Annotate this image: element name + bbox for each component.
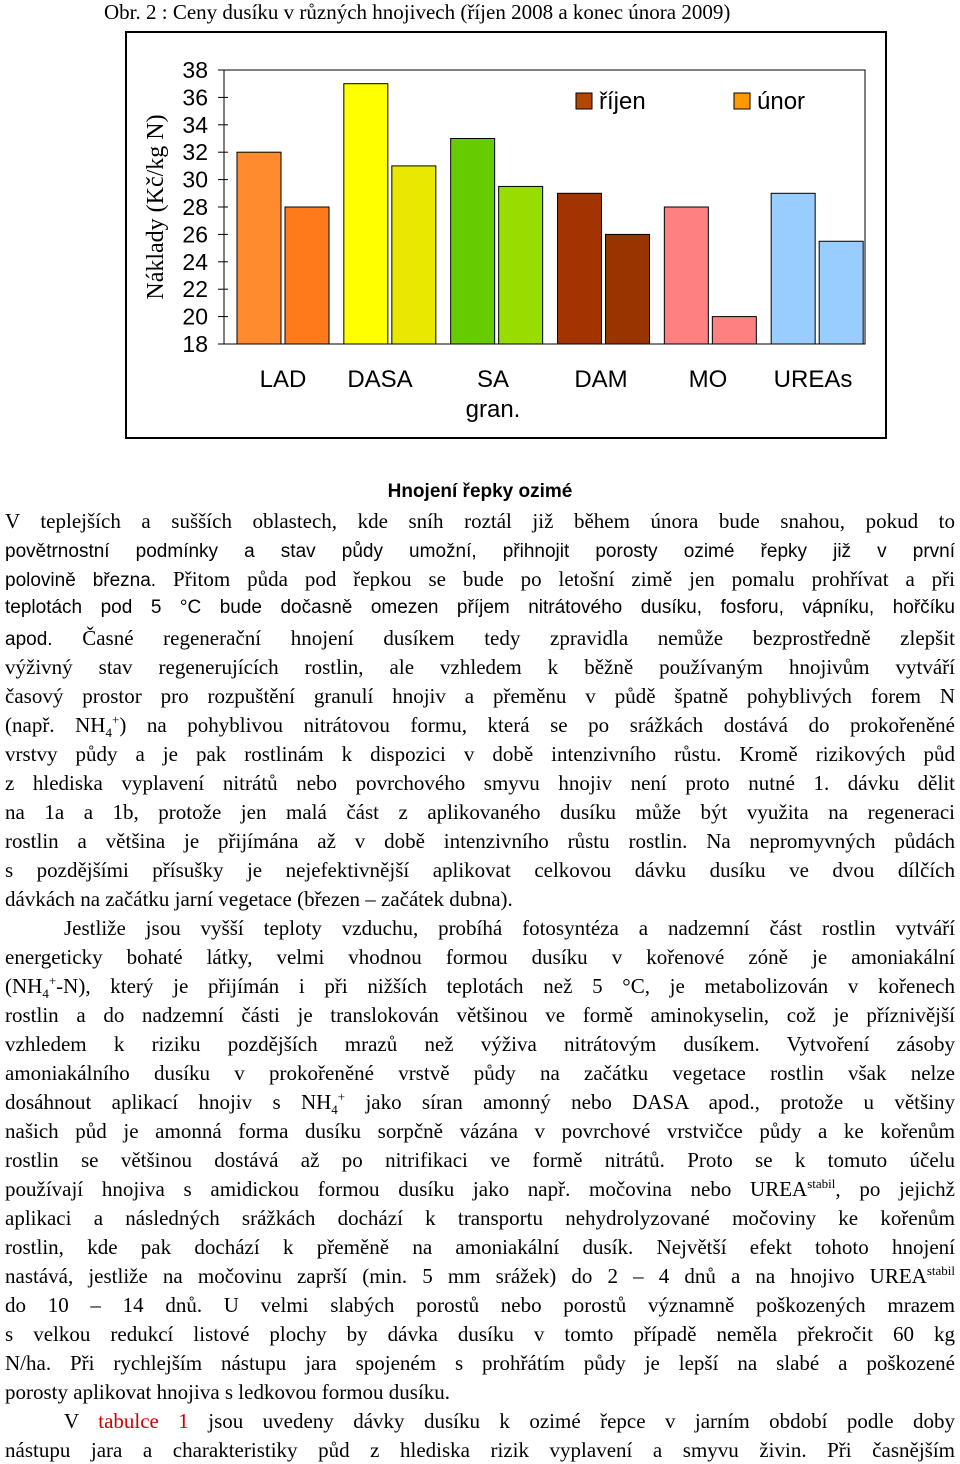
- y-tick-label: 30: [182, 166, 208, 193]
- figure-caption: Obr. 2 : Ceny dusíku v různých hnojivech (říjen 2008 a konec února 2009): [104, 0, 731, 24]
- text-line: [5, 1177, 955, 1202]
- text-line: porosty aplikovat hnojiva s ledkovou formou dusíku.: [5, 1380, 451, 1404]
- bar-rijen: [664, 207, 708, 344]
- text-line: časový prostor pro rozpuštění granulí hnojiv a přeměnu v půdě špatně pohyblivých forem N: [5, 684, 955, 708]
- superscript: stabil: [926, 1263, 955, 1278]
- text-line: na 1a a 1b, protože jen malá část z aplikovaného dusíku může být využita na regeneraci: [5, 800, 955, 824]
- text-line: [5, 712, 955, 741]
- text-line: [5, 1264, 955, 1289]
- text-line: nástupu jara a charakteristiky půd z hlediska rizik vyplavení a smyvu živin. Při časnějším: [5, 1438, 955, 1462]
- text-span: jako síran amonný nebo DASA apod., protože u většiny: [345, 1090, 955, 1114]
- text-line: rostlin a většina je přijímána až v době intenzivního růstu rostlin. Na nepromyvných půdách: [5, 829, 955, 853]
- y-tick-label: 22: [182, 276, 208, 303]
- text-line: rostlin se většinou dostává až po nitrifikaci ve formě nitrátů. Proto se k tomuto účelu: [5, 1148, 955, 1172]
- bar-rijen: [344, 84, 388, 344]
- text-line: z hlediska vyplavení nitrátů nebo povrchového smyvu hnojiv není proto nutné 1. dávku dělit: [5, 771, 955, 795]
- y-axis-label: Náklady (Kč/kg N): [143, 114, 169, 300]
- y-tick-label: 24: [182, 248, 208, 275]
- y-tick-label: 38: [182, 57, 208, 83]
- legend-swatch: [576, 93, 592, 109]
- text-span: nastává, jestliže na močovinu zaprší (min. 5 mm srážek) do 2 – 4 dnů a na hnojivo UREA: [5, 1264, 927, 1288]
- x-tick-label: SA gran.: [465, 366, 521, 423]
- subscript: 4: [42, 986, 49, 1002]
- text-span: ) na pohyblivou nitrátovou formu, která se po srážkách dostává do prokořeněné: [119, 713, 955, 737]
- text-span: apod.: [5, 629, 53, 650]
- bar-unor: [285, 207, 329, 344]
- bar-unor: [712, 317, 756, 344]
- text-span: -N), který je přijímán i při nižších teplotách než 5 °C, je metabolizován v kořenech: [56, 974, 955, 998]
- text-line: s velkou redukcí listové plochy by dávka dusíku v tomto případě neměla překročit 60 kg: [5, 1322, 955, 1346]
- text-line: aplikaci a následných srážkách dochází k transportu nehydrolyzované močoviny ke kořenům: [5, 1206, 955, 1230]
- text-line: teplotách pod 5 °C bude dočasně omezen příjem nitrátového dusíku, fosforu, vápníku, hořčíku: [5, 597, 955, 618]
- y-tick-label: 34: [182, 111, 208, 138]
- text-line: [5, 626, 955, 651]
- text-span: (NH: [5, 974, 43, 998]
- text-line: dávkách na začátku jarní vegetace (březen – začátek dubna).: [5, 887, 513, 911]
- legend-label: únor: [757, 88, 806, 115]
- text-line: [5, 1089, 955, 1118]
- superscript: +: [48, 973, 57, 988]
- bar-chart: [125, 31, 887, 439]
- superscript: +: [337, 1089, 346, 1104]
- text-line: [64, 1409, 955, 1434]
- y-tick-label: 28: [182, 194, 208, 220]
- section-heading: Hnojení řepky ozimé: [387, 481, 573, 502]
- text-span: povětrnostní podmínky a stav půdy umožní, přihnojit porosty ozimé řepky již v první: [5, 541, 955, 562]
- bar-unor: [392, 166, 436, 344]
- text-line: vrstvy půdy a je pak rostlinám k dispozici v době intenzivního růstu. Kromě rizikových půd: [5, 742, 955, 766]
- text-line: s pozdějšími přísušky je nejefektivnější aplikovat celkovou dávku dusíku ve dvou dílčích: [5, 858, 955, 882]
- text-span: dosáhnout aplikací hnojiv s NH: [5, 1090, 332, 1114]
- text-line: do 10 – 14 dnů. U velmi slabých porostů nebo porostů významně poškozených mrazem: [5, 1293, 955, 1317]
- legend-label: říjen: [599, 88, 646, 115]
- y-tick-label: 18: [182, 331, 208, 357]
- text-line: [5, 538, 955, 563]
- superscript: +: [111, 712, 120, 727]
- x-tick-label: DAM: [574, 366, 628, 393]
- text-line: N/ha. Při rychlejším nástupu jara spojeném s prohřátím půdy je lepší na slabé a poškozené: [5, 1351, 955, 1375]
- text-span: V: [64, 1409, 79, 1433]
- text-span: polovině března.: [5, 570, 157, 591]
- superscript: stabil: [807, 1176, 836, 1191]
- text-line: výživný stav regenerujících rostlin, ale vzhledem k běžně používaným hnojivům vytváří: [5, 655, 955, 679]
- text-line: našich půd je amonná forma dusíku sorpčně vázána v povrchové vrstvičce půdy a ke kořenům: [5, 1119, 955, 1143]
- y-tick-label: 20: [182, 303, 208, 330]
- y-tick-label: 32: [182, 139, 208, 166]
- legend-swatch: [734, 93, 750, 109]
- bar-rijen: [771, 193, 815, 344]
- text-span: Časné regenerační hnojení dusíkem tedy zpravidla nemůže bezprostředně zlepšit: [82, 626, 955, 650]
- text-line: rostlin, kde pak dochází k přeměně na amoniakální dusík. Největší efekt tohoto hnojení: [5, 1235, 955, 1259]
- text-line: amoniakálního dusíku v prokořeněné vrstvě půdy na začátku vegetace rostlin však nelze: [5, 1061, 955, 1085]
- chart-svg: [127, 33, 889, 441]
- subscript: 4: [105, 725, 112, 741]
- bar-rijen: [237, 152, 281, 344]
- y-tick-label: 36: [182, 84, 208, 111]
- table-link[interactable]: tabulce 1: [98, 1409, 189, 1433]
- text-line: [5, 567, 955, 592]
- x-tick-label: UREAs: [773, 366, 853, 393]
- x-tick-label: LAD: [259, 366, 307, 393]
- text-line: vzhledem k riziku pozdějších mrazů než výživa nitrátovým dusíkem. Vytvoření zásoby: [5, 1032, 955, 1056]
- bar-unor: [606, 234, 650, 344]
- text-line: Jestliže jsou vyšší teploty vzduchu, probíhá fotosyntéza a nadzemní část rostlin vytváří: [64, 916, 955, 940]
- text-span: používají hnojiva s amidickou formou dusíku jako např. močovina nebo UREA: [5, 1177, 808, 1201]
- text-span: Přitom půda pod řepkou se bude po letošní zimě jen pomalu prohřívat a při: [173, 567, 956, 591]
- text-span: jsou uvedeny dávky dusíku k ozimé řepce v jarním období podle doby: [208, 1409, 955, 1433]
- text-span: (např. NH: [5, 713, 106, 737]
- text-line: [5, 973, 955, 1002]
- x-tick-label: MO: [688, 366, 728, 393]
- y-tick-label: 26: [182, 221, 208, 248]
- x-tick-label: DASA: [347, 366, 413, 393]
- bar-unor: [499, 186, 543, 344]
- subscript: 4: [331, 1102, 338, 1118]
- bar-rijen: [451, 139, 495, 345]
- bar-rijen: [558, 193, 602, 344]
- text-span: , po jejichž: [835, 1177, 956, 1201]
- text-line: rostlin a do nadzemní části je translokován většinou ve formě aminokyselin, což je příznivější: [5, 1003, 955, 1027]
- text-line: V teplejších a sušších oblastech, kde sníh roztál již během února bude snahou, pokud to: [5, 509, 955, 533]
- text-line: energeticky bohaté látky, velmi vhodnou formou dusíku v kořenové zóně je amoniakální: [5, 945, 955, 969]
- bar-unor: [819, 241, 863, 344]
